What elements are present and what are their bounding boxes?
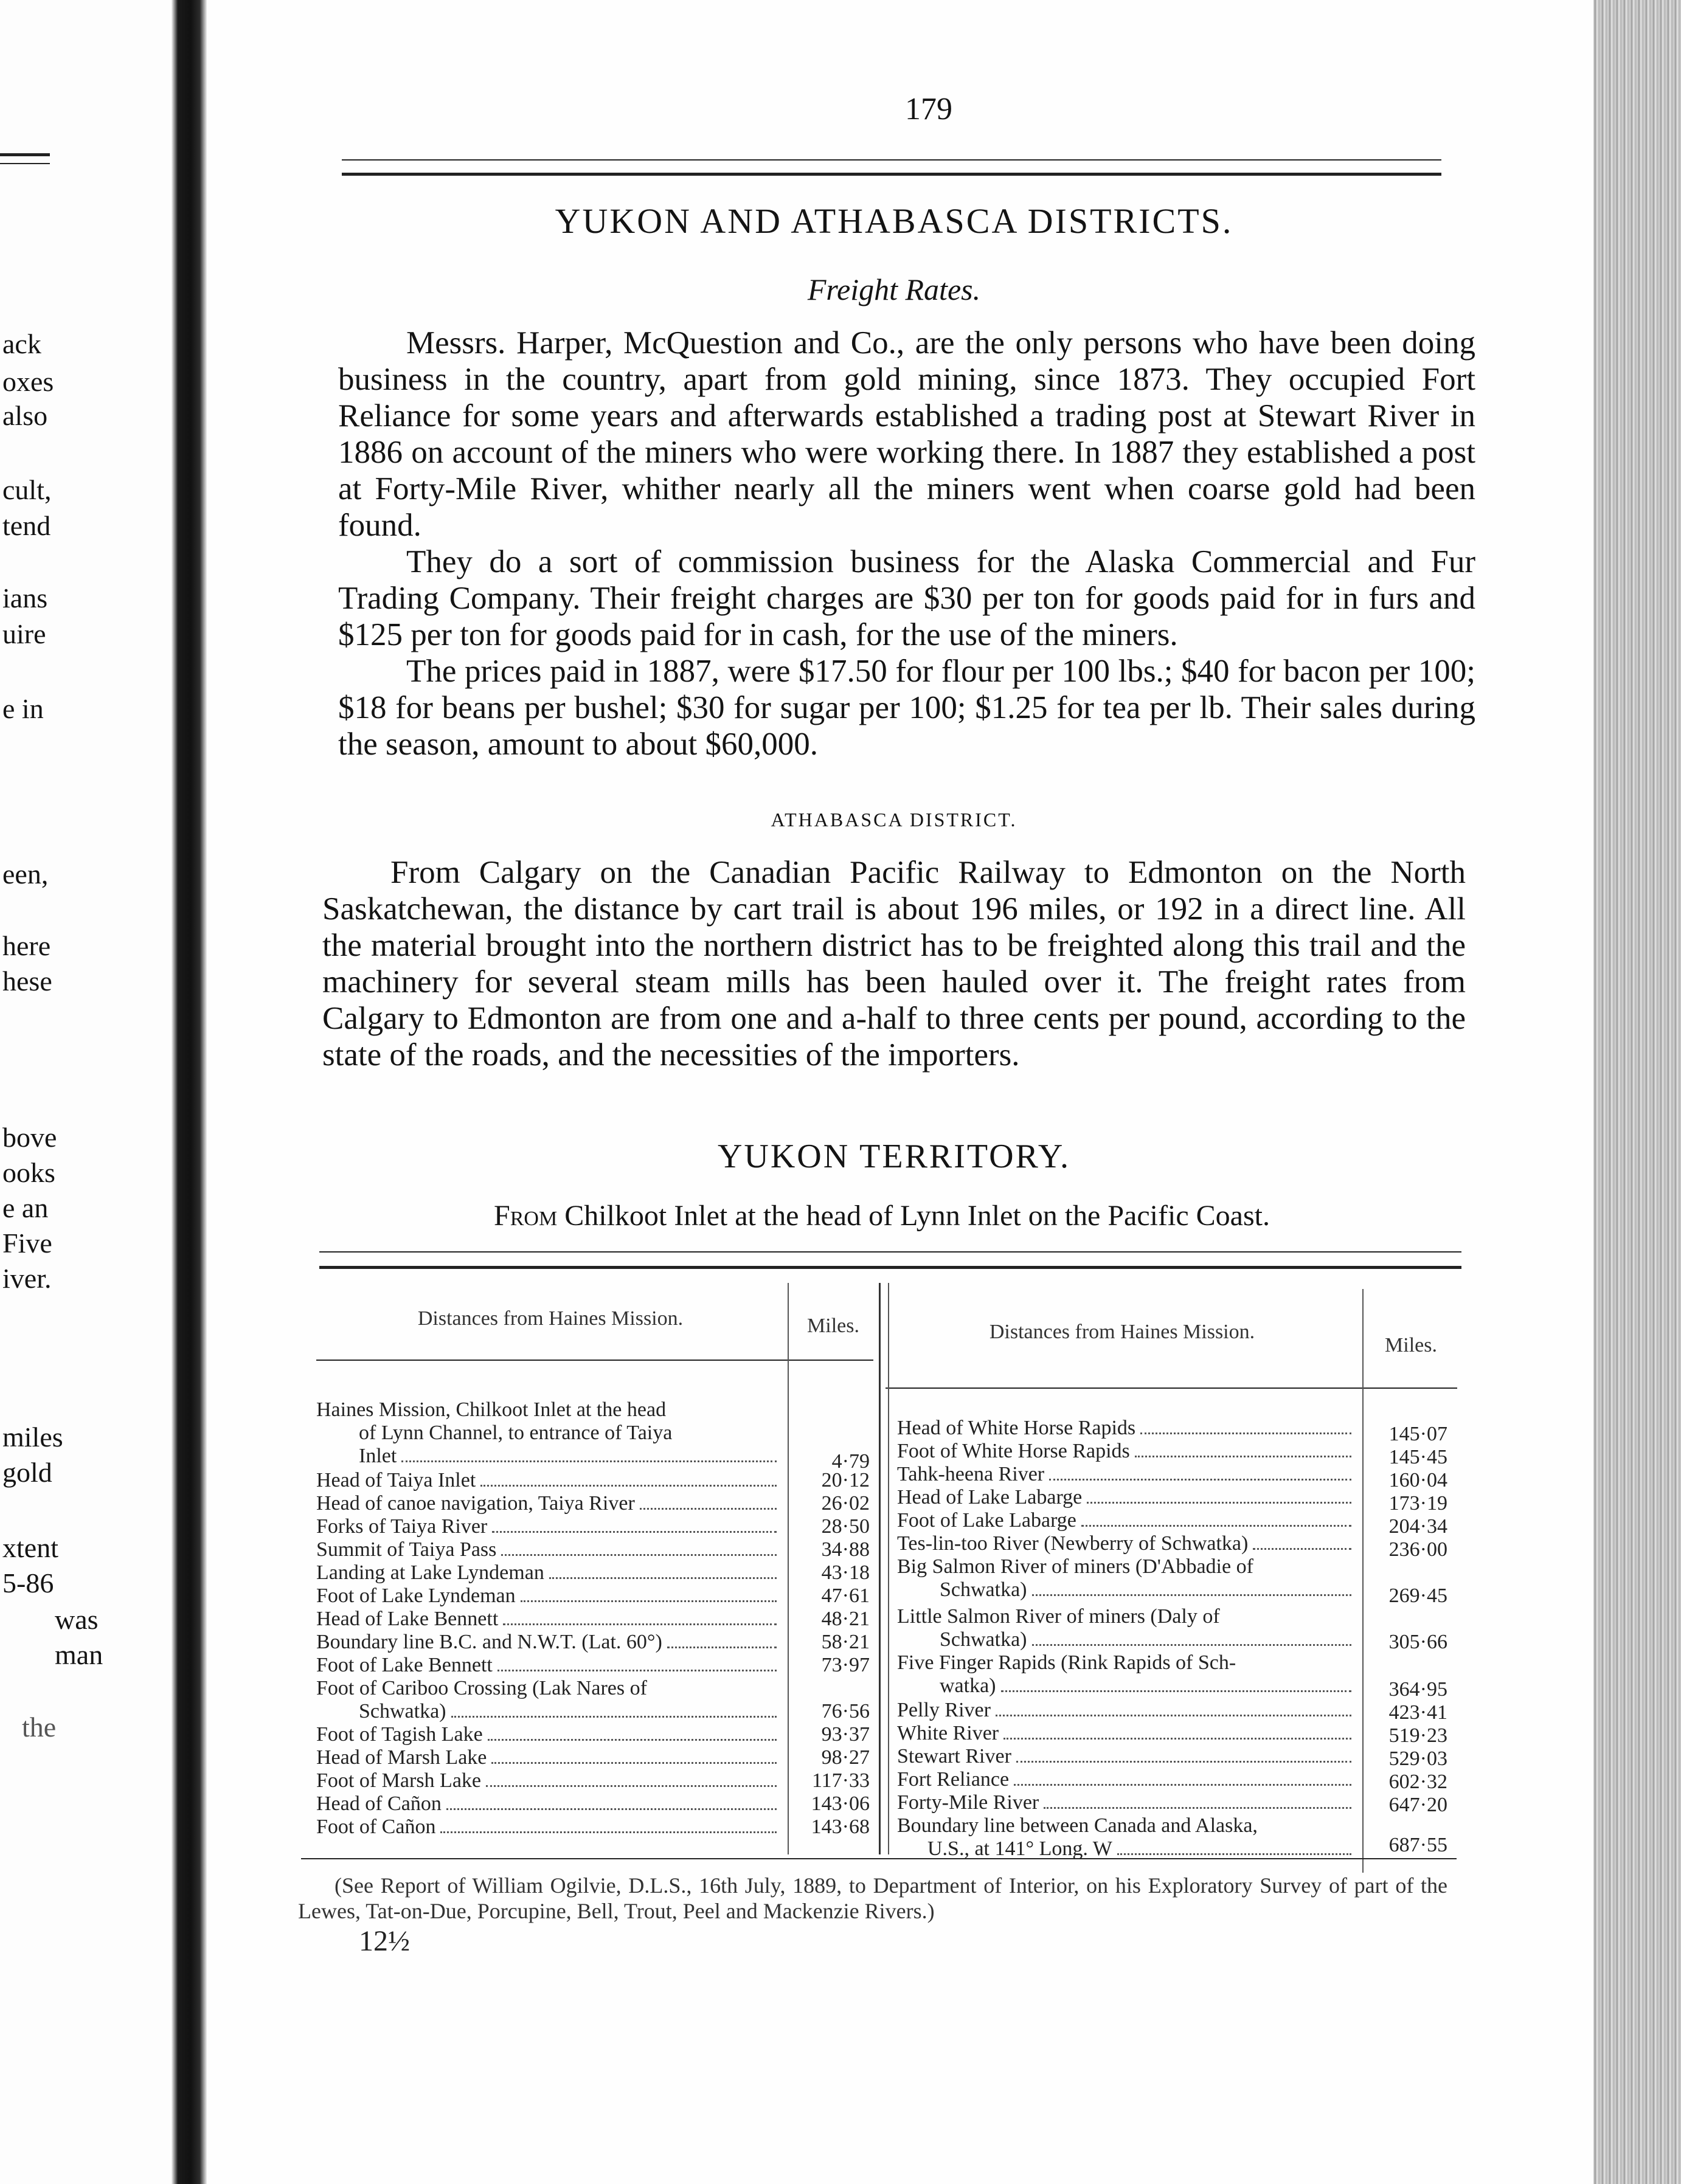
table-row: [316, 1469, 782, 1492]
place-name: Boundary line between Canada and Alaska,: [897, 1814, 1258, 1837]
facing-page-fragment: e an: [2, 1192, 49, 1223]
place-name: Boundary line B.C. and N.W.T. (Lat. 60°): [316, 1631, 662, 1653]
place-name: Foot of Tagish Lake: [316, 1723, 483, 1746]
miles-value: 364·95: [1388, 1678, 1447, 1701]
facing-page-fragment: xtent: [2, 1532, 58, 1563]
place-name-line: [897, 1837, 1356, 1861]
leader-dots: [503, 1623, 777, 1625]
facing-page-fragment: also: [2, 400, 48, 431]
table-row: [897, 1791, 1356, 1814]
table-bottom-rule: [301, 1858, 1457, 1859]
leader-dots: [1087, 1502, 1351, 1504]
table-row: [316, 1792, 782, 1816]
leader-dots: [488, 1739, 777, 1741]
leader-dots: [996, 1715, 1351, 1716]
facing-page-fragment: 5-86: [2, 1567, 54, 1598]
leader-dots: [521, 1600, 777, 1602]
leader-dots: [640, 1508, 777, 1510]
table-row: [897, 1486, 1356, 1509]
facing-page-fragment: uire: [2, 618, 46, 649]
route-caption-first-word: From: [494, 1200, 558, 1232]
place-name: Forty-Mile River: [897, 1791, 1039, 1814]
leader-dots: [492, 1531, 777, 1533]
leader-dots: [491, 1762, 777, 1764]
leader-dots: [1032, 1644, 1351, 1646]
place-name: Head of Marsh Lake: [316, 1746, 487, 1769]
facing-page-fragment: een,: [2, 859, 49, 890]
leader-dots: [1049, 1479, 1351, 1481]
table-row: [316, 1398, 782, 1468]
table-row: [897, 1768, 1356, 1791]
miles-value: 305·66: [1388, 1631, 1447, 1653]
leader-dots: [1117, 1853, 1351, 1855]
facing-page-fragment: ooks: [2, 1157, 55, 1188]
leader-dots: [451, 1716, 777, 1718]
miles-value: 34·88: [821, 1538, 870, 1561]
header-rule: [342, 173, 1441, 176]
facing-page-fragment: tend: [2, 510, 51, 541]
table-row: [316, 1561, 782, 1584]
table-header-place: Distances from Haines Mission.: [417, 1307, 684, 1330]
table-row: [316, 1677, 782, 1723]
place-name: Pelly River: [897, 1699, 991, 1721]
facing-page-fragment: hese: [2, 966, 52, 997]
miles-value: 236·00: [1388, 1538, 1447, 1561]
table-row: [897, 1651, 1356, 1698]
miles-value: 117·33: [811, 1769, 870, 1792]
section-subtitle: Freight Rates.: [807, 272, 981, 306]
miles-value: 4·79: [831, 1450, 870, 1473]
place-name-line: [897, 1674, 1356, 1698]
place-name: Schwatka): [940, 1578, 1027, 1601]
leader-dots: [1014, 1784, 1351, 1786]
page-title: YUKON AND ATHABASCA DISTRICTS.: [555, 201, 1233, 241]
miles-value: 48·21: [821, 1608, 870, 1630]
miles-value: 529·03: [1388, 1747, 1447, 1770]
place-name: of Lynn Channel, to entrance of Taiya: [359, 1422, 673, 1444]
miles-value: 58·21: [821, 1631, 870, 1653]
table-row: [897, 1814, 1356, 1861]
leader-dots: [1140, 1432, 1351, 1434]
leader-dots: [549, 1577, 777, 1579]
place-name: Schwatka): [359, 1700, 446, 1723]
miles-value: 93·37: [821, 1723, 870, 1746]
place-name: Schwatka): [940, 1628, 1027, 1651]
place-name: Summit of Taiya Pass: [316, 1538, 497, 1561]
table-row: [897, 1463, 1356, 1486]
leader-dots: [446, 1808, 777, 1810]
territory-heading: YUKON TERRITORY.: [717, 1138, 1071, 1175]
place-name: Head of White Horse Rapids: [897, 1417, 1136, 1439]
facing-page-fragment: was: [55, 1604, 99, 1635]
column-divider: [888, 1283, 889, 1854]
miles-value: 76·56: [821, 1700, 870, 1723]
place-name-line: [316, 1700, 782, 1723]
miles-value: 204·34: [1388, 1515, 1447, 1538]
table-header-miles: Miles.: [1385, 1334, 1437, 1356]
table-row: [316, 1746, 782, 1769]
table-row: [897, 1509, 1356, 1532]
table-header-rule: [886, 1387, 1457, 1389]
place-name: U.S., at 141° Long. W: [927, 1837, 1112, 1860]
page-edges: [1593, 0, 1681, 2184]
miles-value: 26·02: [821, 1492, 870, 1515]
table-row: [316, 1769, 782, 1792]
table-header-rule: [316, 1360, 873, 1361]
place-name: Head of Lake Bennett: [316, 1608, 499, 1630]
leader-dots: [1081, 1525, 1351, 1527]
place-name: Fort Reliance: [897, 1768, 1010, 1791]
place-name: Foot of Marsh Lake: [316, 1769, 482, 1792]
facing-page-fragment: here: [2, 930, 51, 961]
miles-value: 145·07: [1388, 1423, 1447, 1445]
miles-value: 47·61: [821, 1584, 870, 1607]
place-name: Head of canoe navigation, Taiya River: [316, 1492, 635, 1515]
facing-page-fragment: ack: [2, 328, 41, 359]
table-row: [897, 1722, 1356, 1745]
leader-dots: [1135, 1456, 1351, 1457]
miles-value: 145·45: [1388, 1446, 1447, 1468]
miles-value: 160·04: [1388, 1469, 1447, 1491]
facing-page-fragment: the: [22, 1712, 57, 1743]
place-name: Five Finger Rapids (Rink Rapids of Sch-: [897, 1651, 1236, 1674]
book-gutter: [172, 0, 207, 2184]
table-row: [316, 1816, 782, 1839]
paragraph: They do a sort of commission business for the Alaska Commercial and Fur Trading Company. Their freight charges are $30 per ton for goods paid for in furs and $125 per ton for goods paid for in cash, for the use of the miners.: [338, 544, 1475, 652]
leader-dots: [1253, 1548, 1351, 1550]
miles-value: 73·97: [821, 1654, 870, 1676]
leader-dots: [480, 1485, 777, 1487]
table-row: [897, 1699, 1356, 1722]
leader-dots: [497, 1670, 777, 1671]
table-row: [897, 1555, 1356, 1602]
facing-page-fragment: oxes: [2, 366, 54, 397]
place-name: Stewart River: [897, 1745, 1011, 1768]
place-name: White River: [897, 1722, 999, 1744]
table-row: [897, 1605, 1356, 1651]
place-name-line: [897, 1628, 1356, 1651]
facing-page-rule: [0, 163, 50, 164]
place-name: Foot of White Horse Rapids: [897, 1440, 1130, 1462]
leader-dots: [1032, 1594, 1351, 1596]
table-row: [316, 1723, 782, 1746]
signature-mark: 12½: [359, 1925, 410, 1957]
miles-value: 647·20: [1388, 1794, 1447, 1816]
place-name: Haines Mission, Chilkoot Inlet at the head: [316, 1398, 667, 1421]
facing-page-fragment: iver.: [2, 1263, 52, 1294]
facing-page-fragment: ians: [2, 582, 48, 613]
place-name: Head of Cañon: [316, 1792, 442, 1815]
place-name: Head of Lake Labarge: [897, 1486, 1083, 1508]
place-name-line: [897, 1578, 1356, 1602]
leader-dots: [667, 1647, 777, 1648]
miles-value: 173·19: [1388, 1492, 1447, 1515]
place-name: Tahk-heena River: [897, 1463, 1045, 1485]
paragraph: From Calgary on the Canadian Pacific Railway to Edmonton on the North Saskatchewan, the distance by cart trail is about 196 miles, or 192 in a direct line. All the material brought into the northern district has to be freighted along this trail and the machinery for several steam mills has been hauled over it. The freight rates from Calgary to Edmonton are from one and a-half to three cents per pound, according to the state of the roads, and the necessities of the importers.: [322, 855, 1466, 1073]
place-name: Foot of Lake Bennett: [316, 1654, 493, 1676]
place-name: Little Salmon River of miners (Daly of: [897, 1605, 1220, 1628]
table-row: [316, 1515, 782, 1538]
table-row: [897, 1440, 1356, 1463]
athabasca-text: [322, 854, 1466, 1073]
miles-value: 28·50: [821, 1515, 870, 1538]
miles-value: 423·41: [1388, 1701, 1447, 1724]
place-name: watka): [940, 1674, 996, 1697]
facing-page: [0, 0, 176, 2184]
place-name: Tes-lin-too River (Newberry of Schwatka): [897, 1532, 1249, 1555]
leader-dots: [486, 1785, 777, 1787]
miles-value: 43·18: [821, 1561, 870, 1584]
header-rule: [342, 159, 1441, 161]
leader-dots: [1001, 1690, 1351, 1692]
page-number: 179: [905, 92, 952, 126]
miles-value: 20·12: [821, 1469, 870, 1491]
facing-page-fragment: bove: [2, 1122, 57, 1153]
paragraph: The prices paid in 1887, were $17.50 for flour per 100 lbs.; $40 for bacon per 100; $18 for beans per bushel; $30 for sugar per 100; $1.25 for tea per lb. Their sales during the season, amount to about $60,000.: [338, 654, 1475, 762]
facing-page-fragment: Five: [2, 1228, 52, 1259]
table-row: [897, 1417, 1356, 1440]
place-name: Foot of Lake Lyndeman: [316, 1584, 516, 1607]
yukon-freight-text: [338, 325, 1475, 762]
facing-page-fragment: gold: [2, 1457, 52, 1488]
column-divider: [1362, 1289, 1364, 1873]
column-divider: [788, 1283, 789, 1854]
facing-page-fragment: e in: [2, 693, 44, 724]
paragraph: Messrs. Harper, McQuestion and Co., are the only persons who have been doing business in the country, apart from gold mining, since 1873. They occupied Fort Reliance for some years and afterwards established a trading post at Stewart River in 1886 on account of the miners who were working there. In 1887 they established a post at Forty-Mile River, whither nearly all the miners went when coarse gold had been found.: [338, 325, 1475, 543]
miles-value: 143·06: [811, 1792, 870, 1815]
leader-dots: [440, 1831, 777, 1833]
facing-page-rule: [0, 153, 50, 156]
table-row: [316, 1654, 782, 1677]
leader-dots: [501, 1554, 777, 1556]
facing-page-fragment: miles: [2, 1422, 63, 1453]
facing-page-fragment: cult,: [2, 474, 52, 505]
table-row: [897, 1532, 1356, 1555]
place-name: Forks of Taiya River: [316, 1515, 488, 1538]
table-row: [316, 1608, 782, 1631]
miles-value: 143·68: [811, 1816, 870, 1838]
facing-page-fragment: man: [55, 1639, 103, 1670]
table-header-place: Distances from Haines Mission.: [989, 1321, 1255, 1343]
place-name: Head of Taiya Inlet: [316, 1469, 476, 1491]
leader-dots: [1016, 1761, 1351, 1763]
table-header-miles: Miles.: [807, 1315, 859, 1337]
leader-dots: [1003, 1738, 1351, 1740]
place-name-line: [316, 1445, 782, 1468]
table-row: [316, 1492, 782, 1515]
route-caption: [316, 1199, 1447, 1232]
miles-value: 602·32: [1388, 1771, 1447, 1793]
miles-value: 687·55: [1388, 1834, 1447, 1856]
place-name: Foot of Lake Labarge: [897, 1509, 1076, 1532]
leader-dots: [401, 1460, 777, 1462]
table-row: [316, 1538, 782, 1561]
table-rule: [319, 1251, 1461, 1253]
miles-value: 519·23: [1388, 1724, 1447, 1747]
place-name: Big Salmon River of miners (D'Abbadie of: [897, 1555, 1253, 1578]
athabasca-heading: ATHABASCA DISTRICT.: [771, 809, 1017, 831]
place-name: Inlet: [359, 1445, 397, 1467]
miles-value: 98·27: [821, 1746, 870, 1769]
route-caption-rest: Chilkoot Inlet at the head of Lynn Inlet on the Pacific Coast.: [564, 1200, 1270, 1232]
place-name: Foot of Cañon: [316, 1816, 436, 1838]
miles-value: 269·45: [1388, 1584, 1447, 1607]
column-divider: [879, 1283, 881, 1854]
footnote: [298, 1873, 1447, 1924]
table-row: [897, 1745, 1356, 1768]
table-row: [316, 1584, 782, 1608]
leader-dots: [1044, 1807, 1351, 1809]
place-name: Foot of Cariboo Crossing (Lak Nares of: [316, 1677, 647, 1699]
table-rule: [319, 1266, 1461, 1269]
footnote-text: (See Report of William Ogilvie, D.L.S., 16th July, 1889, to Department of Interior, on his Exploratory Survey of part of the Lewes, Tat-on-Due, Porcupine, Bell, Trout, Peel and Mackenzie Rivers.): [298, 1873, 1447, 1923]
table-row: [316, 1631, 782, 1654]
place-name: Landing at Lake Lyndeman: [316, 1561, 544, 1584]
